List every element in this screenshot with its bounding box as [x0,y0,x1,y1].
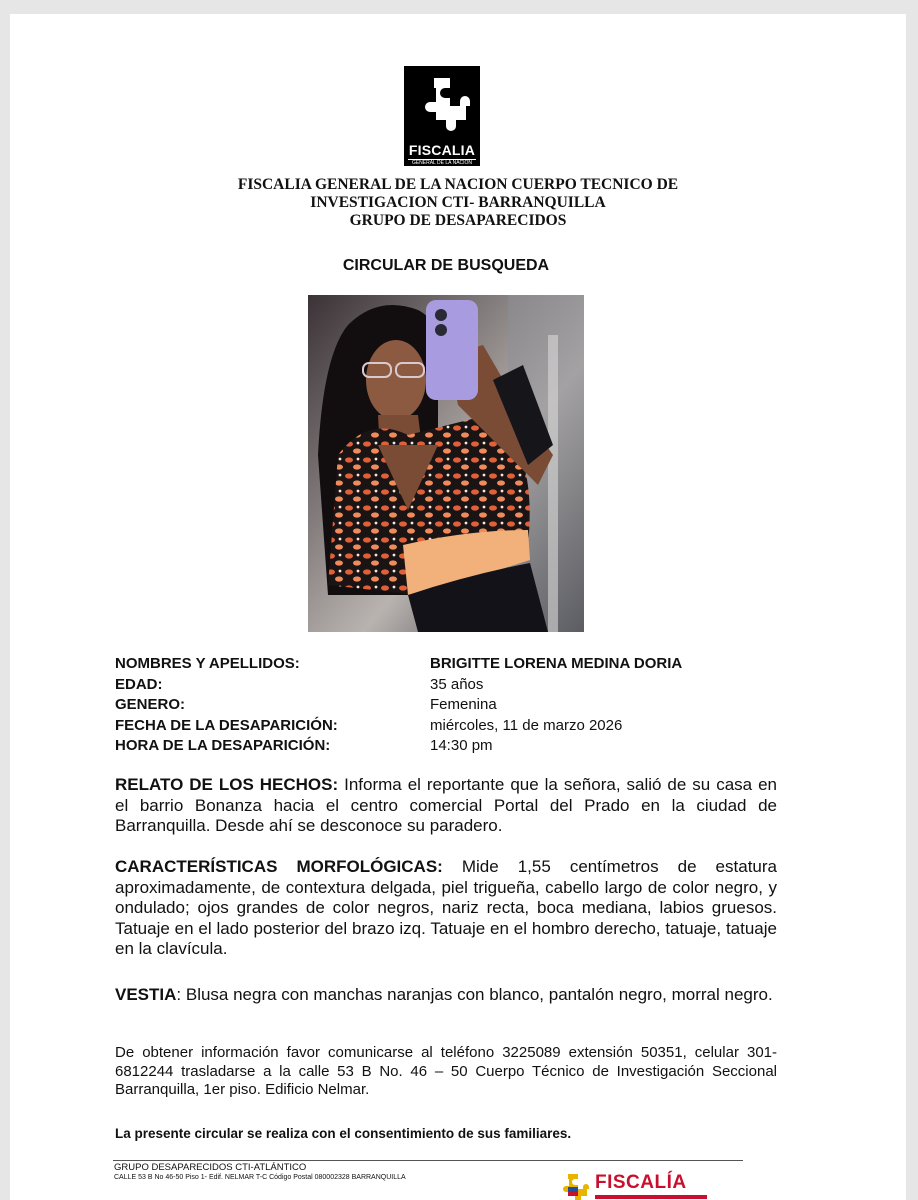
org-line: FISCALIA GENERAL DE LA NACION CUERPO TECNICO DE [237,176,679,193]
org-line: GRUPO DE DESAPARECIDOS [349,212,567,229]
footer-divider [113,1160,743,1161]
detail-label: EDAD: [115,675,163,693]
detail-value: BRIGITTE LORENA MEDINA DORIA [430,655,683,672]
logo-subtitle: GENERAL DE LA NACION [408,159,476,166]
missing-person-photo [308,295,584,632]
footer-brand-bar [595,1195,707,1199]
vestia-paragraph [115,985,777,1006]
detail-label: HORA DE LA DESAPARICIÓN: [115,737,331,754]
detail-label: GENERO: [115,696,186,713]
footer-unit: GRUPO DESAPARECIDOS CTI-ATLÁNTICO [114,1162,307,1173]
contact-paragraph: De obtener información favor comunicarse al teléfono 3225089 extensión 50351, celular 301-6812244 trasladarse a la calle 53 B No. 46 – 50 Cuerpo Técnico de Investigación Seccional Barranquilla, 1er piso. Edificio Nelmar. [115,1044,777,1098]
document-title: CIRCULAR DE BUSQUEDA [342,257,550,274]
detail-value: 14:30 pm [430,737,493,754]
caracteristicas-text: Mide 1,55 centímetros de estatura aproximadamente, de contextura delgada, piel trigueña, cabello largo de color negro, y ondulado; ojos grandes de color negros, nariz recta, boca mediana, labios gruesos. Tatuaje en el lado posterior del brazo izq. Tatuaje en el hombro derecho, tatuaje, tatuaje en la clavícula. [115,857,777,958]
vestia-label: VESTIA [115,985,177,1004]
detail-value: 35 años [430,675,484,693]
detail-label: FECHA DE LA DESAPARICIÓN: [115,716,338,734]
org-line: INVESTIGACION CTI- BARRANQUILLA [310,194,606,211]
detail-value: miércoles, 11 de marzo 2026 [430,716,623,734]
relato-label: RELATO DE LOS HECHOS: [115,775,339,794]
footer-brand-text: FISCALÍA [595,1172,687,1193]
organization-heading [10,176,906,230]
footer-fiscalia-logo [557,1171,717,1200]
relato-text: Informa el reportante que la señora, salió de su casa en el barrio Bonanza hacia el centro comercial Portal del Prado en la ciudad de Barranquilla. Desde ahí se desconoce su paradero. [115,775,777,835]
footer-puzzle-icon [557,1171,589,1200]
detail-label: NOMBRES Y APELLIDOS: [115,655,300,672]
caracteristicas-paragraph [115,857,777,960]
relato-paragraph [115,775,777,837]
logo-wordmark: FISCALIA [408,142,476,158]
consent-note: La presente circular se realiza con el consentimiento de sus familiares. [115,1126,572,1141]
person-photo-image [308,295,584,632]
detail-value: Femenina [430,696,497,713]
vestia-text: : Blusa negra con manchas naranjas con blanco, pantalón negro, morral negro. [176,985,773,1004]
puzzle-piece-icon [412,72,472,138]
fiscalia-logo [404,66,480,166]
caracteristicas-label: CARACTERÍSTICAS MORFOLÓGICAS: [115,857,443,876]
document-page [10,14,906,1200]
footer-address: CALLE 53 B No 46-50 Piso 1- Edif. NELMAR T-C Código Postal 080002328 BARRANQUILLA [114,1174,406,1181]
